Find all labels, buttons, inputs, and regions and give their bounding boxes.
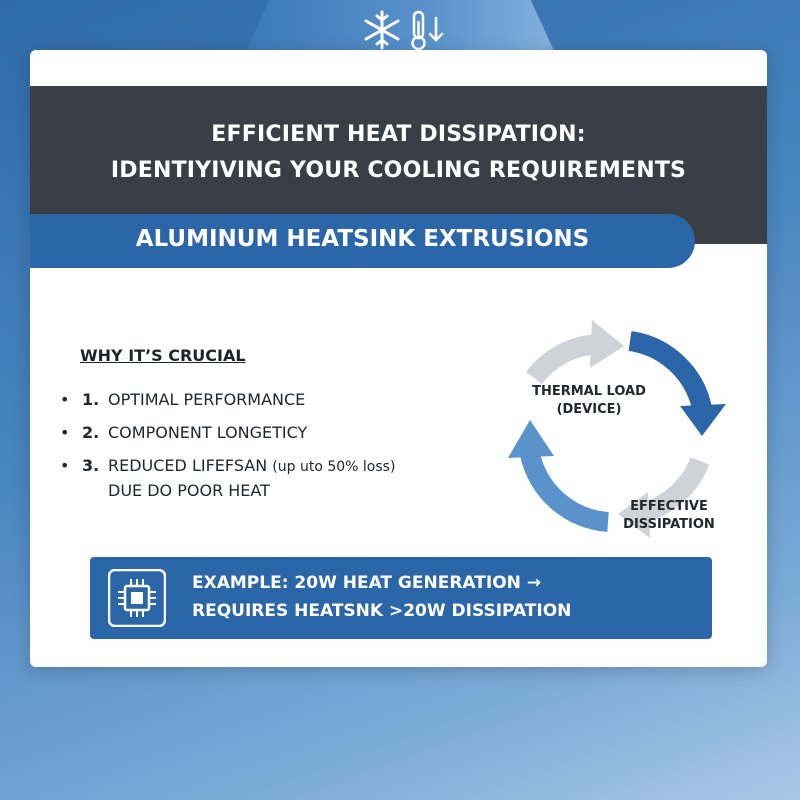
thermometer-down-icon: [413, 12, 443, 49]
cycle-outcome-line-1: EFFECTIVE: [630, 499, 708, 514]
chip-icon: [108, 569, 166, 627]
banner-title: ALUMINUM HEATSINK EXTRUSIONS: [135, 226, 590, 252]
section-banner: [30, 214, 695, 268]
item-number: 2.: [82, 423, 100, 442]
item-text: REDUCED LIFEFSAN: [108, 456, 268, 475]
page-title-line-2: IDENTIYIVING YOUR COOLING REQUIREMENTS: [110, 158, 687, 183]
page-title-line-1: EFFICIENT HEAT DISSIPATION:: [211, 122, 586, 147]
example-line-1: EXAMPLE: 20W HEAT GENERATION →: [192, 573, 542, 593]
snowflake-icon: [366, 12, 398, 48]
item-note: (up uto 50% loss): [272, 459, 396, 475]
cycle-center-label: [520, 383, 658, 419]
tab-icons: [360, 8, 450, 54]
cycle-outcome-line-2: DISSIPATION: [623, 517, 715, 532]
item-text: OPTIMAL PERFORMANCE: [108, 390, 306, 409]
item-number: 1.: [82, 390, 100, 409]
example-callout: [90, 557, 712, 639]
item-text-wrap: [108, 456, 395, 475]
list-item: [60, 390, 500, 423]
cycle-arrow-blue-left: [508, 420, 608, 522]
cycle-arrow-gray-top: [534, 320, 624, 378]
cycle-center-line-2: (DEVICE): [556, 402, 622, 417]
bullet: •: [60, 390, 70, 409]
item-number: 3.: [82, 456, 100, 475]
cycle-center-line-1: THERMAL LOAD: [532, 384, 646, 399]
cycle-outcome-label: [614, 498, 724, 534]
main-card: [30, 50, 767, 667]
list-item: [60, 456, 500, 512]
item-continuation: DUE DO POOR HEAT: [108, 481, 270, 500]
why-title: WHY IT’S CRUCIAL: [80, 346, 246, 365]
thermal-cycle-diagram: [492, 286, 742, 586]
why-list: [60, 390, 500, 512]
item-text: COMPONENT LONGETICY: [108, 423, 308, 442]
example-line-2: REQUIRES HEATSNK >20W DISSIPATION: [192, 601, 572, 621]
list-item: [60, 423, 500, 456]
bullet: •: [60, 456, 70, 475]
bullet: •: [60, 423, 70, 442]
